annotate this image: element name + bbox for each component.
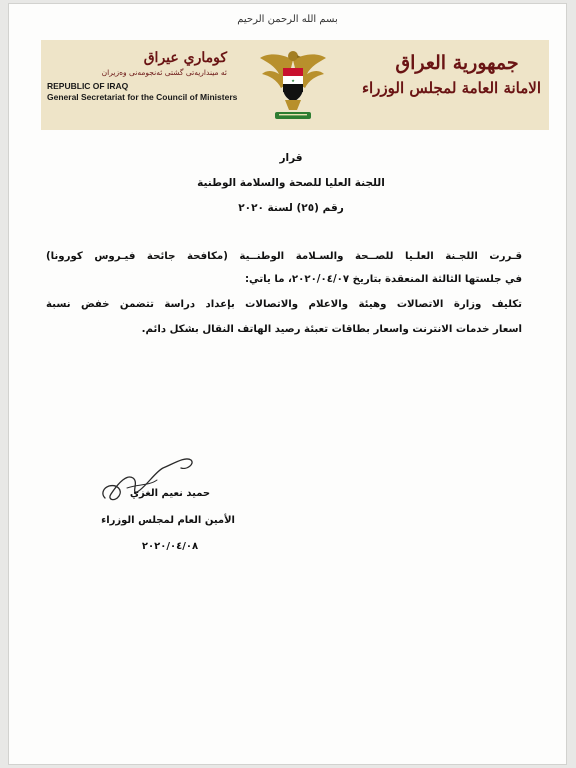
decision-number: رقم (٢٥) لسنة ٢٠٢٠ bbox=[238, 202, 344, 214]
svg-text:★: ★ bbox=[291, 78, 295, 83]
body-line: قـررت اللجـنة العلـيا للصــحة والسـلامة الوطنــية (مكافحة جائحة فيـروس كورونا) bbox=[46, 251, 522, 262]
letterhead-kurdish-title: كوماري عيراق bbox=[143, 50, 227, 66]
document-page bbox=[9, 4, 566, 764]
body-line: تكليف وزارة الاتصالات وهيئة والاعلام والاتصالات بإعداد دراسة تتضمن خفض نسبة bbox=[46, 299, 522, 310]
committee-name: اللجنة العليا للصحة والسلامة الوطنية bbox=[197, 177, 385, 189]
handwritten-signature bbox=[97, 444, 227, 514]
iraq-eagle-emblem-icon bbox=[257, 44, 329, 130]
letterhead bbox=[41, 40, 549, 130]
letterhead-right bbox=[361, 50, 541, 100]
body-line: أسعار خدمات الانترنت وأسعار بطاقات تعبئة رصيد الهاتف النقال بشكل دائم. bbox=[141, 324, 522, 335]
signatory-name: حميد نعيم الغزي bbox=[129, 488, 211, 499]
body-line: في جلستها الثالثة المنعقدة بتاريخ ٢٠٢٠/٠٤/٠٧، ما يأتي: bbox=[244, 274, 522, 285]
basmala: بسم الله الرحمن الرحيم bbox=[237, 14, 338, 25]
signature-date: ٢٠٢٠/٠٤/٠٨ bbox=[141, 541, 199, 552]
letterhead-left bbox=[47, 50, 238, 103]
signatory-position: الأمين العام لمجلس الوزراء bbox=[101, 515, 235, 526]
letterhead-english-country: REPUBLIC OF IRAQ bbox=[47, 81, 129, 91]
letterhead-secretariat: الامانة العامة لمجلس الوزراء bbox=[361, 79, 541, 97]
letterhead-republic: جمهورية العراق bbox=[395, 52, 519, 74]
document-title: قرار bbox=[279, 152, 303, 164]
letterhead-english-office: General Secretariat for the Council of Ministers bbox=[47, 92, 238, 102]
letterhead-kurdish-subtitle: ئە مینداریەتی گشتی ئەنجومەنی وەزیران bbox=[101, 68, 227, 77]
